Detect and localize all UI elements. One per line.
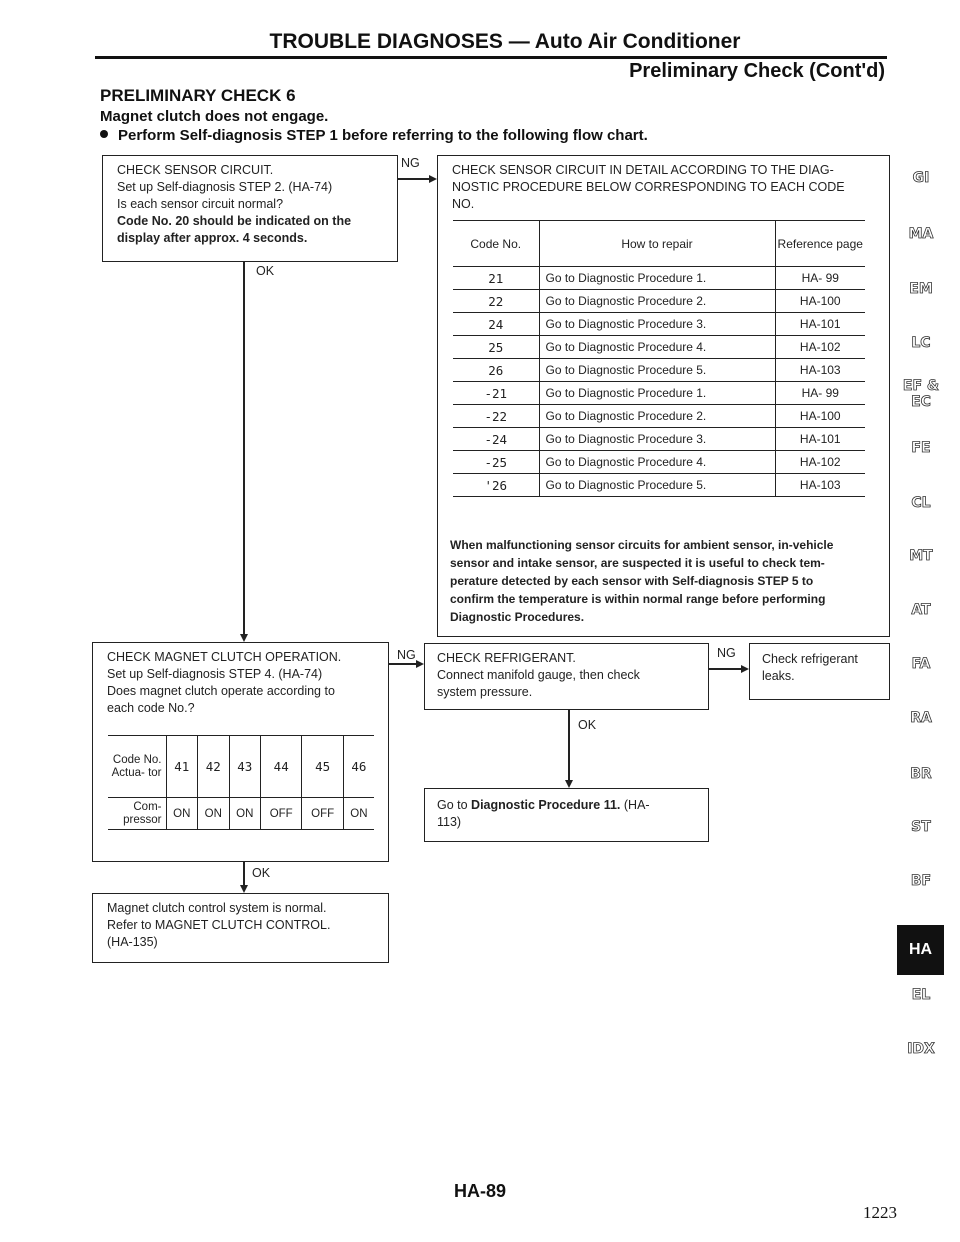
- box1-line5: display after approx. 4 seconds.: [117, 231, 308, 245]
- connector-line: [243, 862, 245, 885]
- note-line: When malfunctioning sensor circuits for ambient sensor, in-vehicle: [450, 538, 834, 552]
- box7-line1: Magnet clutch control system is normal.: [107, 901, 327, 915]
- box6-line1: [437, 797, 708, 814]
- table-header-row: [453, 221, 865, 267]
- check-refrigerant-box: [424, 643, 709, 710]
- table-row: [453, 382, 865, 405]
- table-row: [453, 336, 865, 359]
- repair-cell: Go to Diagnostic Procedure 2.: [539, 290, 775, 313]
- repair-cell: Go to Diagnostic Procedure 1.: [539, 267, 775, 290]
- system-normal-box: [92, 893, 389, 963]
- ref-cell: HA-101: [775, 313, 865, 336]
- ref-cell: HA-100: [775, 290, 865, 313]
- code-cell: 24: [453, 313, 539, 336]
- compressor-state: OFF: [261, 798, 302, 830]
- tab-ef-ec[interactable]: [895, 378, 947, 410]
- arrow-right-icon: [741, 665, 749, 673]
- ng-label: NG: [717, 646, 736, 660]
- code-cell: -25: [453, 451, 539, 474]
- tab-el[interactable]: EL: [911, 987, 931, 1003]
- ref-cell: HA-101: [775, 428, 865, 451]
- actuator-code: 44: [261, 736, 302, 798]
- box7-line3: (HA-135): [107, 935, 158, 949]
- code-cell: -21: [453, 382, 539, 405]
- table-row: [453, 428, 865, 451]
- ng-label: NG: [401, 156, 420, 170]
- box1-line4: Code No. 20 should be indicated on the: [117, 214, 352, 228]
- code-cell: 21: [453, 267, 539, 290]
- table-row: [453, 474, 865, 497]
- box1-line1: CHECK SENSOR CIRCUIT.: [117, 163, 274, 177]
- repair-cell: Go to Diagnostic Procedure 4.: [539, 336, 775, 359]
- tab-br[interactable]: BR: [910, 766, 932, 782]
- table-row: [453, 359, 865, 382]
- box3-line1: CHECK MAGNET CLUTCH OPERATION.: [107, 650, 342, 664]
- actuator-table: [108, 735, 374, 830]
- compressor-state: ON: [229, 798, 261, 830]
- ng-label: NG: [397, 648, 416, 662]
- tab-ha-active[interactable]: HA: [897, 925, 944, 975]
- ref-cell: HA-103: [775, 474, 865, 497]
- ref-cell: HA-103: [775, 359, 865, 382]
- page-label: HA-89: [453, 1181, 506, 1201]
- section-title: PRELIMINARY CHECK 6: [100, 86, 296, 105]
- compressor-state: ON: [343, 798, 374, 830]
- repair-cell: Go to Diagnostic Procedure 5.: [539, 474, 775, 497]
- box5-line1: Check refrigerant: [762, 652, 858, 666]
- table-row: [453, 451, 865, 474]
- tab-em[interactable]: EM: [909, 281, 933, 297]
- compressor-state: OFF: [302, 798, 343, 830]
- col-header-ref: Reference page: [775, 221, 865, 267]
- tab-ma[interactable]: MA: [908, 226, 934, 242]
- code-cell: 22: [453, 290, 539, 313]
- ref-cell: HA-102: [775, 336, 865, 359]
- arrow-down-icon: [240, 885, 248, 893]
- ref-cell: HA-102: [775, 451, 865, 474]
- repair-cell: Go to Diagnostic Procedure 3.: [539, 428, 775, 451]
- repair-cell: Go to Diagnostic Procedure 2.: [539, 405, 775, 428]
- connector-line: [243, 262, 245, 634]
- page-header-title: TROUBLE DIAGNOSES — Auto Air Conditioner: [269, 30, 741, 53]
- actuator-code: 45: [302, 736, 343, 798]
- connector-line: [568, 710, 570, 780]
- actuator-code-row: [108, 736, 374, 798]
- code-cell: -24: [453, 428, 539, 451]
- box6-text-a: Go to: [437, 798, 472, 812]
- compressor-state: ON: [198, 798, 230, 830]
- box2-line2: NOSTIC PROCEDURE BELOW CORRESPONDING TO EACH CODE: [452, 180, 845, 194]
- connector-line: [389, 663, 416, 665]
- ref-cell: HA- 99: [775, 382, 865, 405]
- arrow-right-icon: [416, 660, 424, 668]
- repair-cell: Go to Diagnostic Procedure 4.: [539, 451, 775, 474]
- box1-line3: Is each sensor circuit normal?: [117, 197, 284, 211]
- diagnostic-procedure-11-box: [424, 788, 709, 842]
- box6-text-c: (HA-: [620, 798, 650, 812]
- ok-label: OK: [252, 866, 271, 880]
- box3-line3: Does magnet clutch operate according to: [107, 684, 335, 698]
- box4-line2: Connect manifold gauge, then check: [437, 668, 640, 682]
- col-header-repair: How to repair: [539, 221, 775, 267]
- ok-label: OK: [256, 264, 275, 278]
- tab-cl[interactable]: CL: [911, 495, 931, 511]
- ref-cell: HA-100: [775, 405, 865, 428]
- table-row: [453, 313, 865, 336]
- tab-fa[interactable]: FA: [911, 656, 931, 672]
- repair-cell: Go to Diagnostic Procedure 3.: [539, 313, 775, 336]
- repair-cell: Go to Diagnostic Procedure 1.: [539, 382, 775, 405]
- box4-line1: CHECK REFRIGERANT.: [437, 651, 576, 665]
- tab-gi[interactable]: GI: [912, 170, 930, 186]
- tab-idx[interactable]: IDX: [907, 1041, 935, 1057]
- box2-line1: CHECK SENSOR CIRCUIT IN DETAIL ACCORDING TO THE DIAG-: [452, 163, 834, 177]
- compressor-state: ON: [166, 798, 198, 830]
- col-header-code: Code No.: [453, 221, 539, 267]
- compressor-label: Com- pressor: [108, 798, 166, 830]
- compressor-state-row: [108, 798, 374, 830]
- actuator-code: 41: [166, 736, 198, 798]
- actuator-code: 42: [198, 736, 230, 798]
- box7-line2: Refer to MAGNET CLUTCH CONTROL.: [107, 918, 331, 932]
- table-row: [453, 267, 865, 290]
- instruction-text: Perform Self-diagnosis STEP 1 before referring to the following flow chart.: [118, 127, 648, 144]
- code-cell: '26: [453, 474, 539, 497]
- box6-line2: 113): [437, 815, 462, 829]
- ref-cell: HA- 99: [775, 267, 865, 290]
- ok-label: OK: [578, 718, 597, 732]
- sensor-code-table: [453, 220, 865, 497]
- page-number: 1223: [863, 1203, 897, 1222]
- check-sensor-circuit-box: [102, 155, 398, 262]
- tab-mt[interactable]: MT: [909, 548, 933, 564]
- tab-at[interactable]: AT: [911, 602, 931, 618]
- actuator-code: 46: [343, 736, 374, 798]
- table-row: [453, 405, 865, 428]
- header-rule: [95, 56, 887, 59]
- box1-line2: Set up Self-diagnosis STEP 2. (HA-74): [117, 180, 333, 194]
- arrow-right-icon: [429, 175, 437, 183]
- tab-bf[interactable]: BF: [910, 873, 932, 889]
- tab-ef-label: EF &: [902, 378, 940, 394]
- code-cell: 25: [453, 336, 539, 359]
- code-label: Code No. Actua- tor: [108, 736, 166, 798]
- connector-line: [398, 178, 429, 180]
- instruction-line: [100, 127, 648, 144]
- repair-cell: Go to Diagnostic Procedure 5.: [539, 359, 775, 382]
- code-cell: 26: [453, 359, 539, 382]
- symptom-text: Magnet clutch does not engage.: [100, 108, 329, 125]
- note-line: Diagnostic Procedures.: [450, 610, 585, 624]
- tab-ec-label: EC: [911, 394, 931, 410]
- box3-line2: Set up Self-diagnosis STEP 4. (HA-74): [107, 667, 323, 681]
- box4-line3: system pressure.: [437, 685, 533, 699]
- box5-line2: leaks.: [762, 669, 795, 683]
- arrow-down-icon: [565, 780, 573, 788]
- page-header-subtitle: Preliminary Check (Cont'd): [629, 60, 885, 82]
- note-line: perature detected by each sensor with Self-diagnosis STEP 5 to: [450, 574, 814, 588]
- note-line: sensor and intake sensor, are suspected it is useful to check tem-: [450, 556, 825, 570]
- tab-ra[interactable]: RA: [910, 710, 932, 726]
- tab-fe[interactable]: FE: [911, 440, 931, 456]
- actuator-code: 43: [229, 736, 261, 798]
- bullet-icon: [100, 130, 108, 138]
- code-cell: -22: [453, 405, 539, 428]
- tab-st[interactable]: ST: [911, 819, 931, 835]
- connector-line: [709, 668, 741, 670]
- malfunction-note: [450, 536, 882, 626]
- check-leaks-box: [749, 643, 890, 700]
- box3-line4: each code No.?: [107, 701, 195, 715]
- tab-lc[interactable]: LC: [911, 335, 931, 351]
- box6-text-b: Diagnostic Procedure 11.: [471, 798, 621, 812]
- box2-line3: NO.: [452, 197, 475, 211]
- arrow-down-icon: [240, 634, 248, 642]
- note-line: confirm the temperature is within normal range before performing: [450, 592, 826, 606]
- table-row: [453, 290, 865, 313]
